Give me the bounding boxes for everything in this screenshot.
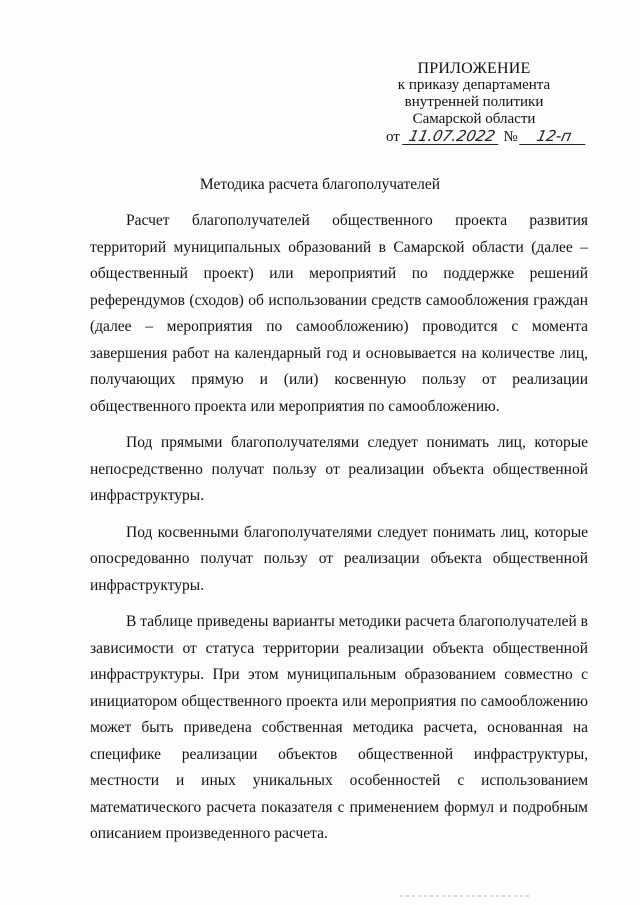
paragraph: Под косвенными благополучателями следует понимать лиц, которые опосредованно получат пользу от реализации объекта общественной инфраструктуры. <box>90 523 588 594</box>
paragraph: Под прямыми благополучателями следует понимать лиц, которые непосредственно получат пользу от реализации объекта общественной инфраструктуры. <box>90 434 588 504</box>
handwritten-number: 12-п <box>520 128 590 145</box>
paragraph: Расчет благополучателей общественного проекта развития территорий муниципальных образований в Самарской области (далее – общественный проект) или мероприятий по поддержке решений референдумов (сходов) об использовании средств самообложения граждан (далее – мероприятия по самообложению) проводится с момента завершения работ на календарный год и основывается на количестве лиц, получающих прямую и (или) косвенную пользу от реализации общественного проекта или мероприятия по самообложению. <box>90 212 588 415</box>
appendix-header <box>364 60 584 128</box>
from-label: от <box>386 129 400 145</box>
scan-artifact <box>400 895 530 897</box>
appendix-line-order: к приказу департамента <box>397 77 551 93</box>
document-body <box>90 208 588 858</box>
order-date-number-line <box>386 128 587 146</box>
number-label: № <box>503 129 518 145</box>
appendix-line-department: внутренней политики <box>404 94 544 110</box>
document-title: Методика расчета благополучателей <box>199 176 441 193</box>
appendix-line-region: Самарской области <box>412 111 536 127</box>
appendix-title: ПРИЛОЖЕНИЕ <box>417 60 531 77</box>
handwritten-date: 11.07.2022 <box>402 128 502 145</box>
paragraph: В таблице приведены варианты методики расчета благополучателей в зависимости от статуса территории реализации объекта общественной инфраструктуры. При этом муниципальным образованием совместно с инициатором общественного проекта или мероприятия по самообложению может быть приведена собственная методика расчета, основанная на специфике реализации объектов общественной инфраструктуры, местности и иных уникальных особенностей с использованием математического расчета показателя с применением формул и подробным описанием произведенного расчета. <box>90 613 588 842</box>
